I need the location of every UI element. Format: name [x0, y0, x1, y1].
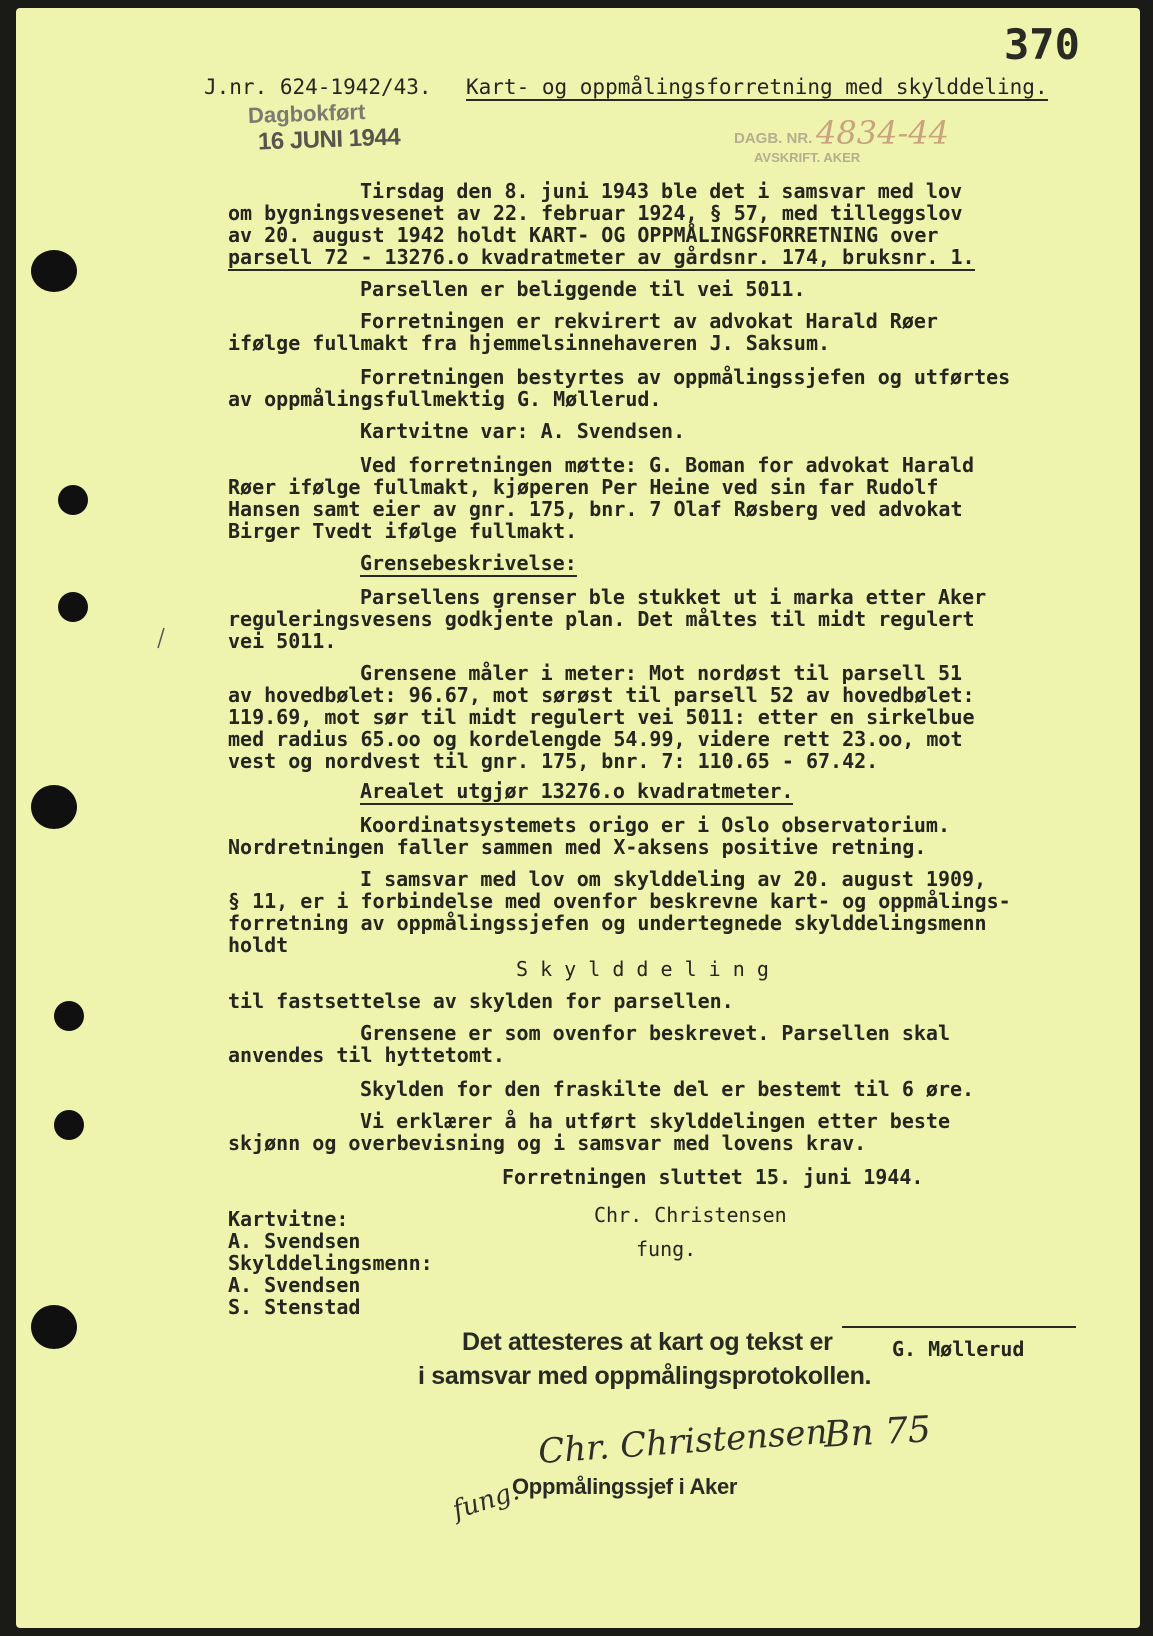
body-line: Ved forretningen møtte: G. Boman for advokat Harald	[360, 453, 975, 477]
body-line: I samsvar med lov om skylddeling av 20. august 1909,	[360, 867, 987, 891]
body-line: av 20. august 1942 holdt KART- OG OPPMÅLINGSFORRETNING over	[228, 223, 939, 247]
body-line: om bygningsvesenet av 22. februar 1924, § 57, med tilleggslov	[228, 201, 963, 225]
handwritten-signature: Bn 75	[823, 1409, 932, 1456]
body-line: Parsellen er beliggende til vei 5011.	[360, 277, 806, 301]
body-line: Forretningen er rekvirert av advokat Harald Røer	[360, 309, 938, 333]
dagb-nr-value: 4834-44	[816, 114, 949, 152]
signature-center-title: fung.	[636, 1237, 697, 1261]
body-line: vest og nordvest til gnr. 175, bnr. 7: 110.65 - 67.42.	[228, 749, 879, 773]
avskrift-stamp: AVSKRIFT. AKER	[754, 150, 861, 165]
dagbokfort-stamp: Dagbokført	[247, 98, 366, 129]
signature-left: S. Stenstad	[228, 1295, 361, 1319]
body-line: Nordretningen faller sammen med X-aksens positive retning.	[228, 835, 927, 859]
body-line: reguleringsvesens godkjente plan. Det måltes til midt regulert	[228, 607, 975, 631]
attestation-line-1: Det attesteres at kart og tekst er	[462, 1328, 833, 1356]
document-title: Kart- og oppmålingsforretning med skylddeling.	[466, 75, 1048, 99]
body-line: ifølge fullmakt fra hjemmelsinnehaveren J. Saksum.	[228, 331, 831, 355]
binder-hole	[31, 250, 77, 292]
body-line: holdt	[228, 933, 289, 957]
body-line: Vi erklærer å ha utført skylddelingen etter beste	[360, 1109, 951, 1133]
body-line: skjønn og overbevisning og i samsvar med lovens krav.	[228, 1131, 867, 1155]
body-line: av hovedbølet: 96.67, mot sørøst til parsell 52 av hovedbølet:	[228, 683, 975, 707]
binder-hole	[31, 785, 77, 829]
attestation-line-2: i samsvar med oppmålingsprotokollen.	[418, 1362, 872, 1390]
handwritten-signature: Chr. Christensen	[536, 1411, 829, 1473]
body-line: Parsellens grenser ble stukket ut i marka etter Aker	[360, 585, 987, 609]
body-line: Birger Tvedt ifølge fullmakt.	[228, 519, 578, 543]
journal-number: J.nr. 624-1942/43.	[204, 75, 432, 99]
body-line: § 11, er i forbindelse med ovenfor beskrevne kart- og oppmålings-	[228, 889, 1011, 913]
body-line: til fastsettelse av skylden for parsellen.	[228, 989, 734, 1013]
binder-hole	[31, 1305, 77, 1349]
body-line: Tirsdag den 8. juni 1943 ble det i samsvar med lov	[360, 179, 963, 203]
signature-left: A. Svendsen	[228, 1229, 361, 1253]
body-line: av oppmålingsfullmektig G. Møllerud.	[228, 387, 662, 411]
signature-left: Skylddelingsmenn:	[228, 1251, 433, 1275]
body-line: Koordinatsystemets origo er i Oslo observatorium.	[360, 813, 951, 837]
binder-hole	[54, 1001, 84, 1031]
body-line: Kartvitne var: A. Svendsen.	[360, 419, 686, 443]
body-line: Skylden for den fraskilte del er bestemt til 6 øre.	[360, 1077, 975, 1101]
body-line: 119.69, mot sør til midt regulert vei 5011: etter en sirkelbue	[228, 705, 975, 729]
closing-line: Forretningen sluttet 15. juni 1944.	[502, 1165, 924, 1189]
margin-pencil-mark	[154, 626, 168, 650]
body-line: med radius 65.oo og kordelengde 54.99, videre rett 23.oo, mot	[228, 727, 963, 751]
body-line: Grensene er som ovenfor beskrevet. Parsellen skal	[360, 1021, 951, 1045]
binder-hole	[54, 1110, 84, 1140]
date-stamp: 16 JUNI 1944	[257, 123, 401, 156]
signature-left: Kartvitne:	[228, 1207, 349, 1231]
office-stamp: Oppmålingssjef i Aker	[512, 1474, 738, 1499]
body-line: Røer ifølge fullmakt, kjøperen Per Heine ved sin far Rudolf	[228, 475, 939, 499]
signature-line	[842, 1326, 1076, 1328]
body-line: anvendes til hyttetomt.	[228, 1043, 505, 1067]
signature-right: G. Møllerud	[892, 1337, 1025, 1361]
section-heading-skylddeling: S k y l d d e l i n g	[516, 957, 769, 981]
body-line: Forretningen bestyrtes av oppmålingssjefen og utførtes	[360, 365, 1011, 389]
section-heading: Grensebeskrivelse:	[360, 551, 577, 575]
body-line: vei 5011.	[228, 629, 337, 653]
page-number: 370	[1004, 20, 1080, 69]
body-line: Hansen samt eier av gnr. 175, bnr. 7 Olaf Røsberg ved advokat	[228, 497, 963, 521]
body-line: Grensene måler i meter: Mot nordøst til parsell 51	[360, 661, 963, 685]
area-statement: Arealet utgjør 13276.o kvadratmeter.	[360, 779, 794, 803]
binder-hole	[58, 485, 88, 515]
signature-center-name: Chr. Christensen	[594, 1203, 787, 1227]
document-page	[16, 8, 1140, 1628]
binder-hole	[58, 592, 88, 622]
handwritten-fung: fung.	[449, 1476, 524, 1526]
body-line: forretning av oppmålingssjefen og undertegnede skylddelingsmenn	[228, 911, 987, 935]
signature-left: A. Svendsen	[228, 1273, 361, 1297]
body-line: parsell 72 - 13276.o kvadratmeter av gårdsnr. 174, bruksnr. 1.	[228, 245, 975, 269]
dagb-nr-label: DAGB. NR.	[734, 130, 813, 147]
